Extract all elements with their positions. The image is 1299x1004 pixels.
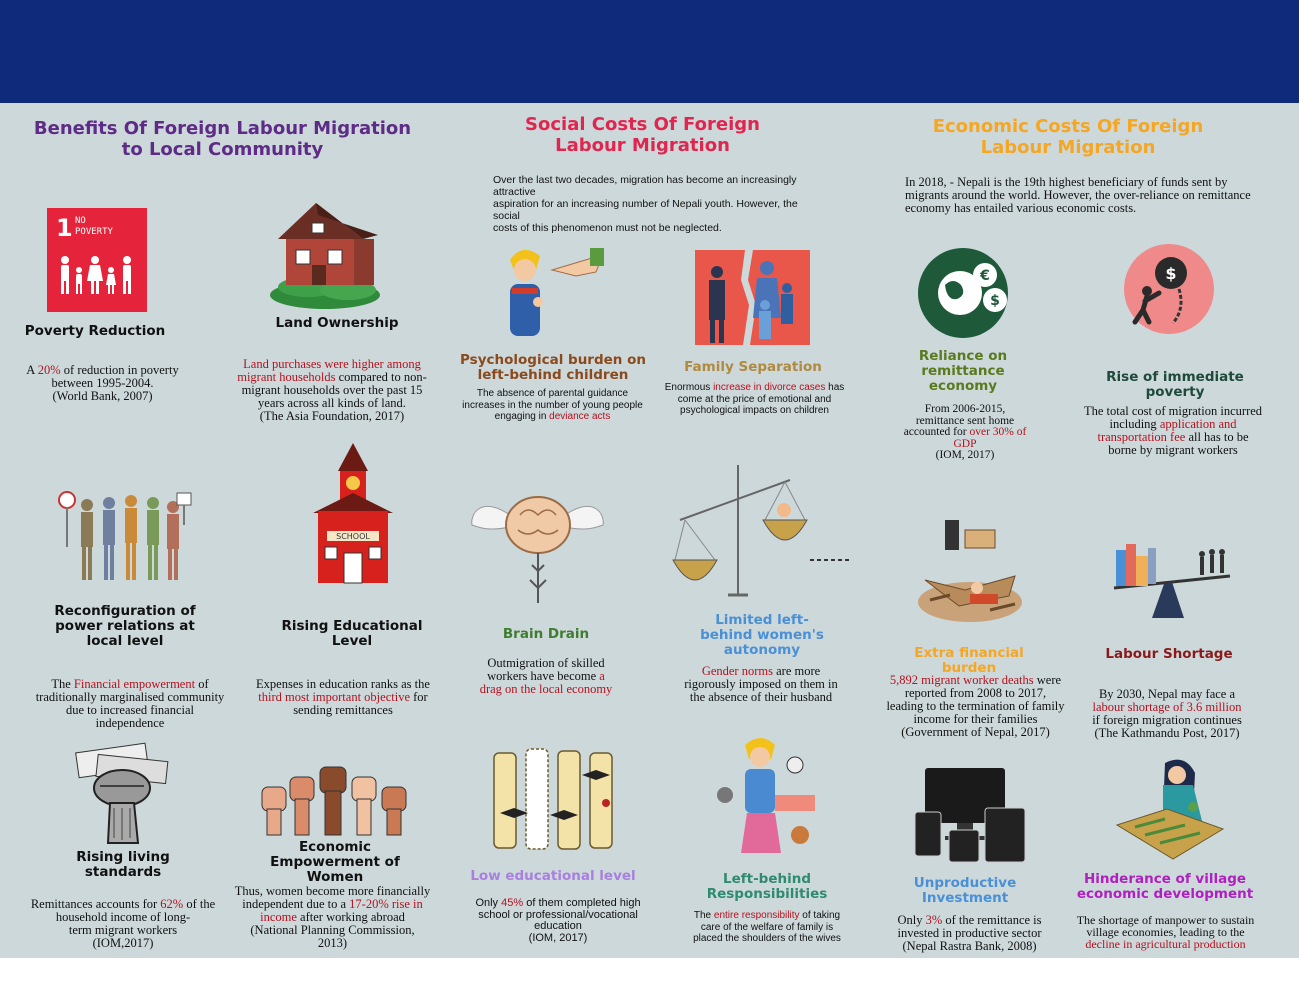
economic-heading-line2: Labour Migration	[980, 137, 1156, 158]
highlight: third most important objective	[258, 690, 410, 704]
immediate-poverty-title	[1095, 370, 1255, 400]
benefits-heading	[20, 118, 425, 160]
economic-costs-heading	[918, 116, 1218, 158]
text: years across all kinds of land.	[258, 396, 406, 410]
text: of reduction in poverty	[60, 363, 179, 377]
house-on-money-icon	[268, 195, 383, 310]
power-relations-title	[45, 604, 205, 649]
globe-currency-icon	[915, 245, 1015, 340]
extra-financial-burden-title	[889, 646, 1049, 676]
women-autonomy-desc	[670, 665, 852, 704]
text: sending remittances	[293, 703, 393, 717]
left-behind-responsibilities-title	[687, 872, 847, 902]
text: remittance	[921, 363, 1005, 379]
text: of the remittance is	[942, 913, 1042, 927]
women-autonomy-title	[682, 613, 842, 658]
protest-people-icon	[57, 485, 197, 585]
dollar-symbol: $	[990, 293, 1000, 309]
text: (The Kathmandu Post, 2017)	[1094, 726, 1240, 740]
highlight: 20%	[37, 363, 61, 377]
text: Responsibilities	[706, 886, 828, 902]
text: has	[825, 382, 845, 393]
text: workers have become	[487, 669, 600, 683]
text: Rise of immediate	[1106, 369, 1244, 385]
text: Reliance on	[918, 348, 1008, 364]
text: poverty	[1145, 384, 1205, 400]
text: leading to the termination of family	[886, 699, 1065, 713]
text: standards	[84, 864, 162, 880]
education-title	[272, 619, 432, 649]
text: due to increased financial	[65, 703, 195, 717]
text: 2013)	[317, 936, 348, 950]
text: income for their families	[913, 712, 1038, 726]
text: rigorously imposed on them in	[684, 677, 838, 691]
economic-heading-line1: Economic Costs Of Foreign	[932, 116, 1204, 137]
highlight: labour shortage of 3.6 million	[1092, 700, 1242, 714]
text: A	[26, 363, 38, 377]
text: after working abroad	[296, 910, 405, 924]
highlight: Financial empowerment	[73, 677, 196, 691]
text: compared to non-	[335, 370, 427, 384]
text: The shortage of manpower to sustain	[1076, 913, 1255, 927]
education-desc	[238, 678, 448, 717]
labour-shortage-title: Labour Shortage	[1105, 646, 1233, 662]
text: aspiration for an increasing number of Nepali youth. However, the social	[493, 198, 798, 222]
low-education-desc	[458, 898, 658, 944]
social-heading-line2: Labour Migration	[555, 135, 730, 156]
brain-drain-title: Brain Drain	[502, 626, 590, 642]
remittance-reliance-title	[883, 349, 1043, 394]
balance-scale-icon	[670, 460, 850, 600]
highlight: decline in agricultural production	[1085, 937, 1246, 951]
highlight: increase in divorce cases	[713, 382, 826, 393]
text: psychological impacts on children	[680, 405, 829, 416]
text: independence	[95, 716, 165, 730]
highlight: income	[260, 910, 297, 924]
women-empowerment-desc	[225, 885, 440, 950]
women-empowerment-title	[255, 840, 415, 885]
text: The	[693, 910, 714, 921]
text: Thus, women become more financially	[234, 884, 431, 898]
text: By 2030, Nepal may face a	[1098, 687, 1236, 701]
text: between 1995-2004.	[51, 376, 154, 390]
benefits-heading-line2: to Local Community	[121, 139, 324, 160]
highlight: transportation fee	[1097, 430, 1186, 444]
text: care of the welfare of family is	[700, 921, 834, 933]
text: Only	[475, 897, 502, 909]
remittance-reliance-desc	[885, 404, 1045, 462]
text: Extra financial	[914, 645, 1024, 661]
text: Economic	[298, 839, 372, 855]
extra-financial-burden-desc	[878, 674, 1073, 739]
text: The total cost of migration incurred	[1083, 404, 1263, 418]
text: increases in the number of young people	[462, 399, 643, 411]
text: Over the last two decades, migration has become an increasingly attractive	[493, 174, 797, 198]
text: if foreign migration continues	[1092, 713, 1242, 727]
text: From 2006-2015,	[924, 403, 1006, 415]
text: (National Planning Commission,	[250, 923, 415, 937]
sdg-no-poverty-badge	[47, 208, 147, 312]
text: (IOM,2017)	[92, 936, 154, 950]
text: including	[1109, 417, 1160, 431]
social-heading-line1: Social Costs Of Foreign	[525, 114, 760, 135]
text: economy has entailed various economic costs.	[905, 201, 1137, 215]
raised-fists-icon	[260, 765, 410, 835]
torn-family-photo-icon	[695, 250, 810, 345]
text: come at the price of emotional and	[677, 393, 832, 405]
text: Outmigration of skilled	[487, 656, 605, 670]
text: In 2018, - Nepali is the 19th highest beneficiary of funds sent by	[905, 175, 1228, 189]
text: The absence of parental guidance	[476, 388, 629, 399]
text: Rising living	[76, 849, 170, 865]
text: placed the shoulders of the wives	[693, 933, 841, 944]
text: power relations at	[55, 618, 195, 634]
village-development-title	[1075, 872, 1255, 902]
school-sign-text: SCHOOL	[336, 532, 370, 541]
text: left-behind children	[477, 367, 629, 383]
highlight: a	[599, 669, 605, 683]
text: Remittances accounts for	[30, 897, 161, 911]
highlight: Gender norms	[701, 664, 773, 678]
low-education-title: Low educational level	[470, 868, 636, 884]
top-banner	[0, 0, 1299, 103]
text: all has to be	[1185, 430, 1249, 444]
highlight: 5,892 migrant worker deaths	[889, 673, 1034, 687]
highlight: migrant households	[237, 370, 336, 384]
highlight: 62%	[160, 897, 184, 911]
text: engaging in	[494, 411, 550, 422]
scolded-child-icon	[490, 240, 610, 340]
text: (IOM, 2017)	[935, 449, 995, 461]
text: remittance sent home	[915, 414, 1015, 427]
highlight: GDP	[953, 437, 977, 450]
text: Women	[306, 869, 364, 885]
text: borne by migrant workers	[1108, 443, 1238, 457]
euro-symbol: €	[980, 268, 990, 284]
brain-drain-desc	[460, 657, 632, 696]
text: The	[51, 677, 74, 691]
text: of them completed high	[523, 897, 641, 909]
text: of taking	[799, 910, 841, 921]
unproductive-investment-title	[885, 876, 1045, 906]
village-economy-icon	[1115, 755, 1225, 865]
social-intro	[493, 174, 823, 234]
text: Hinderance of village	[1083, 871, 1247, 887]
family-separation-title: Family Separation	[684, 359, 822, 375]
village-development-desc	[1068, 914, 1263, 950]
text: burden	[941, 660, 997, 676]
text: Level	[331, 633, 373, 649]
land-ownership-title: Land Ownership	[275, 315, 399, 331]
diploma-scrolls-icon	[490, 745, 625, 855]
text: Unproductive	[913, 875, 1017, 891]
highlight: entire responsibility	[713, 910, 800, 921]
living-standards-title	[43, 850, 203, 880]
text: (World Bank, 2007)	[52, 389, 153, 403]
text: for	[410, 690, 428, 704]
text: (IOM, 2017)	[528, 931, 588, 944]
text: Expenses in education ranks as the	[256, 677, 430, 691]
power-relations-desc	[20, 678, 240, 730]
text: local level	[86, 633, 164, 649]
text: (The Asia Foundation, 2017)	[259, 409, 405, 423]
text: costs of this phenomenon must not be neglected.	[493, 222, 722, 234]
seesaw-buildings-workers-icon	[1112, 540, 1232, 620]
family-icon	[57, 254, 137, 296]
text: traditionally marginalised community	[35, 690, 225, 704]
family-separation-desc	[662, 382, 847, 417]
social-costs-heading	[490, 114, 795, 156]
text: term migrant workers	[68, 923, 178, 937]
text: autonomy	[723, 642, 801, 658]
text: Empowerment of	[270, 854, 400, 870]
text: are more	[772, 664, 821, 678]
badge-label-1: NO	[75, 216, 86, 226]
text: Reconfiguration of	[54, 603, 196, 619]
text: migrant households over the past 15	[241, 383, 423, 397]
text: invested in productive sector	[897, 926, 1042, 940]
text: Enormous	[664, 382, 714, 393]
text: (Nepal Rastra Bank, 2008)	[902, 939, 1037, 953]
text: Left-behind	[722, 871, 812, 887]
fist-with-money-icon	[72, 748, 172, 843]
unproductive-investment-desc	[882, 914, 1057, 953]
construction-accident-icon	[915, 510, 1025, 625]
poverty-reduction-title: Poverty Reduction	[24, 323, 166, 339]
poverty-reduction-desc	[10, 364, 195, 403]
labour-shortage-desc	[1083, 688, 1251, 740]
highlight: drag on the local economy	[479, 682, 613, 696]
psychological-burden-desc	[460, 388, 645, 423]
badge-label-2: POVERTY	[75, 227, 113, 237]
economic-intro	[905, 176, 1265, 215]
text: migrants around the world. However, the over-reliance on remittance	[905, 188, 1251, 202]
highlight: Land purchases were higher among	[243, 357, 421, 371]
text: economic development	[1076, 886, 1254, 902]
text: village economies, leading to the	[1086, 925, 1245, 939]
living-standards-desc	[14, 898, 232, 950]
text: of	[195, 677, 209, 691]
text: behind women's	[700, 627, 824, 643]
text: of the	[183, 897, 216, 911]
left-behind-responsibilities-desc	[672, 910, 862, 945]
benefits-heading-line1: Benefits Of Foreign Labour Migration	[33, 118, 412, 139]
immediate-poverty-desc	[1078, 405, 1268, 457]
highlight: 3%	[925, 913, 943, 927]
electronic-devices-icon	[915, 768, 1030, 863]
busy-mother-icon	[705, 735, 820, 860]
school-building-icon	[313, 443, 393, 588]
highlight: 45%	[501, 897, 524, 909]
highlight: deviance acts	[549, 411, 611, 422]
text: independent due to a	[242, 897, 350, 911]
text: (Government of Nepal, 2017)	[901, 725, 1050, 739]
highlight: 17-20% rise in	[349, 897, 423, 911]
badge-number: 1	[56, 214, 73, 242]
text: Limited left-	[715, 612, 809, 628]
text: household income of long-	[55, 910, 191, 924]
text: the absence of their husband	[689, 690, 833, 704]
text: reported from 2008 to 2017,	[904, 686, 1047, 700]
highlight: application and	[1159, 417, 1237, 431]
text: accounted for	[903, 426, 970, 438]
winged-brain-icon	[470, 485, 605, 615]
ball-and-chain-icon	[1123, 243, 1215, 335]
text: school or professional/vocational	[478, 908, 638, 921]
highlight: over 30% of	[969, 426, 1027, 438]
text: Investment	[921, 890, 1009, 906]
text: Rising Educational	[281, 618, 423, 634]
text: economy	[928, 378, 998, 394]
text: Only	[897, 913, 926, 927]
dollar-symbol: $	[1165, 264, 1177, 283]
psychological-burden-title	[458, 353, 648, 383]
land-ownership-desc	[222, 358, 442, 423]
text: were	[1033, 673, 1062, 687]
text: education	[534, 920, 582, 932]
text: Psychological burden on	[460, 352, 646, 368]
